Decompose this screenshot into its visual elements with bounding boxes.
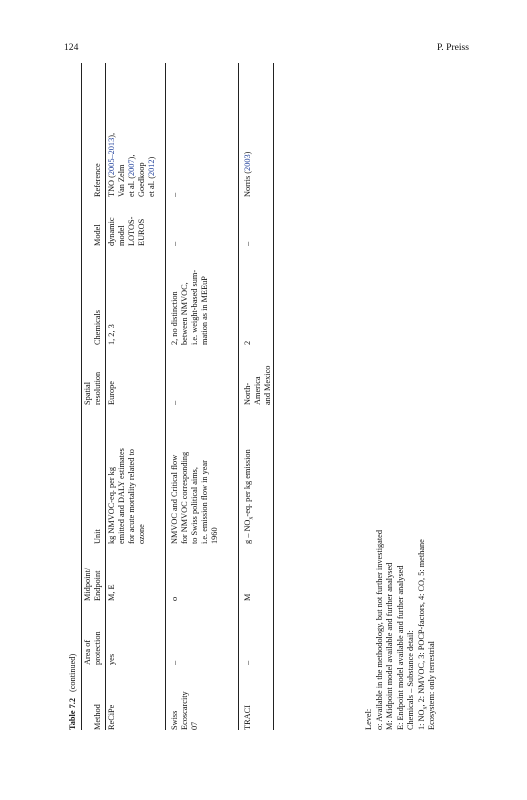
page-header [64,42,469,56]
col-header-model: Model [93,224,102,246]
col-header-chemicals: Chemicals [93,309,102,345]
col-header-area: Area of protection [83,631,102,665]
legend-chemicals-title: Chemicals – Substance detail: [406,630,415,730]
col-header-reference: Reference [93,163,102,197]
legend-chem-text: 1: NO [416,709,426,730]
cell-reference [243,152,253,197]
ref-text: ), Van Zelm et al. ( [107,132,136,197]
cell-midpoint: o [170,596,179,601]
cell-spatial: – [170,400,179,405]
table-continued: (continued) [68,653,77,693]
legend-chem-text: , 2: NMVOC, 3: POCP-factors, 4: CO, 5: methane [416,539,426,707]
cell-spatial: North- America and Mexico [243,365,272,405]
unit-text: g – NO [243,519,252,544]
ref-link[interactable]: 2003 [243,154,252,171]
cell-chemicals: 2, no distinction between NMVOC, i.e. weight-based sum- mation as in MEEuP [170,269,209,345]
legend-o: o: Available in the methodology, but not further investigated [374,529,384,730]
cell-method: ReCiPe [107,704,116,730]
col-header-spatial: Spatial resolution [83,371,102,405]
ref-text: ) [243,151,252,155]
legend-ecosystem: Ecosystem: only terrestrial [427,641,436,730]
legend-chem-subscript: x [422,706,429,710]
cell-midpoint: M, E [107,584,116,601]
bottom-rule [273,63,274,730]
cell-model: – [243,241,252,246]
ref-text: Norris ( [243,170,252,197]
table-legend [364,70,438,730]
legend-level: Level: [364,708,373,730]
cell-area: – [170,660,179,665]
cell-area: – [243,660,252,665]
ref-text: TNO ( [107,175,116,197]
unit-text: -eq. per kg emission [243,449,252,517]
cell-reference [107,133,157,197]
cell-method: Swiss Ecoscarcity 07 [170,691,199,730]
legend-chemicals [417,70,428,730]
cell-chemicals: 2 [243,340,252,345]
row-rule [238,63,239,730]
legend-e: E: Endpoint model available and further analysed [395,565,405,730]
cell-reference: – [170,192,179,197]
col-header-unit: Unit [93,529,102,544]
cell-unit: NMVOC and Critical flow for NMVOC corresponding to Swiss political aims, i.e. emission flow in year 1960 [170,451,219,544]
ref-link[interactable]: 2012 [147,159,156,177]
unit-subscript: x [248,516,255,520]
running-author: P. Preiss [437,42,469,53]
cell-method: TRACI [243,705,252,730]
cell-unit: kg NMVOC-eq. per kg emitted and DALY estimates for acute mortality related to ozone [107,448,146,544]
ref-link[interactable]: 2007 [127,159,136,177]
header-rule [105,63,106,730]
ref-link[interactable]: 2005–2013 [107,137,116,176]
table-number: Table 7.2 [68,698,77,730]
top-rule [81,63,82,730]
ref-text: ), Goedkoop et al. ( [127,154,156,197]
cell-area: yes [107,653,116,665]
cell-chemicals: 1, 2, 3 [107,324,116,345]
rotated-table-region [68,60,452,730]
col-header-midpoint: Midpoint/ Endpoint [83,567,102,601]
cell-model: dynamic model LOTOS- EUROS [107,216,146,246]
cell-unit [243,449,253,544]
col-header-method: Method [93,704,102,730]
page-number: 124 [64,42,79,53]
cell-spatial: Europe [107,381,116,405]
row-rule [165,63,166,730]
ref-text: ) [147,156,156,160]
cell-midpoint: M [243,593,252,601]
legend-m: M: Midpoint model available and further analysed [385,562,394,730]
cell-model: – [170,241,179,246]
table-caption [68,654,80,730]
